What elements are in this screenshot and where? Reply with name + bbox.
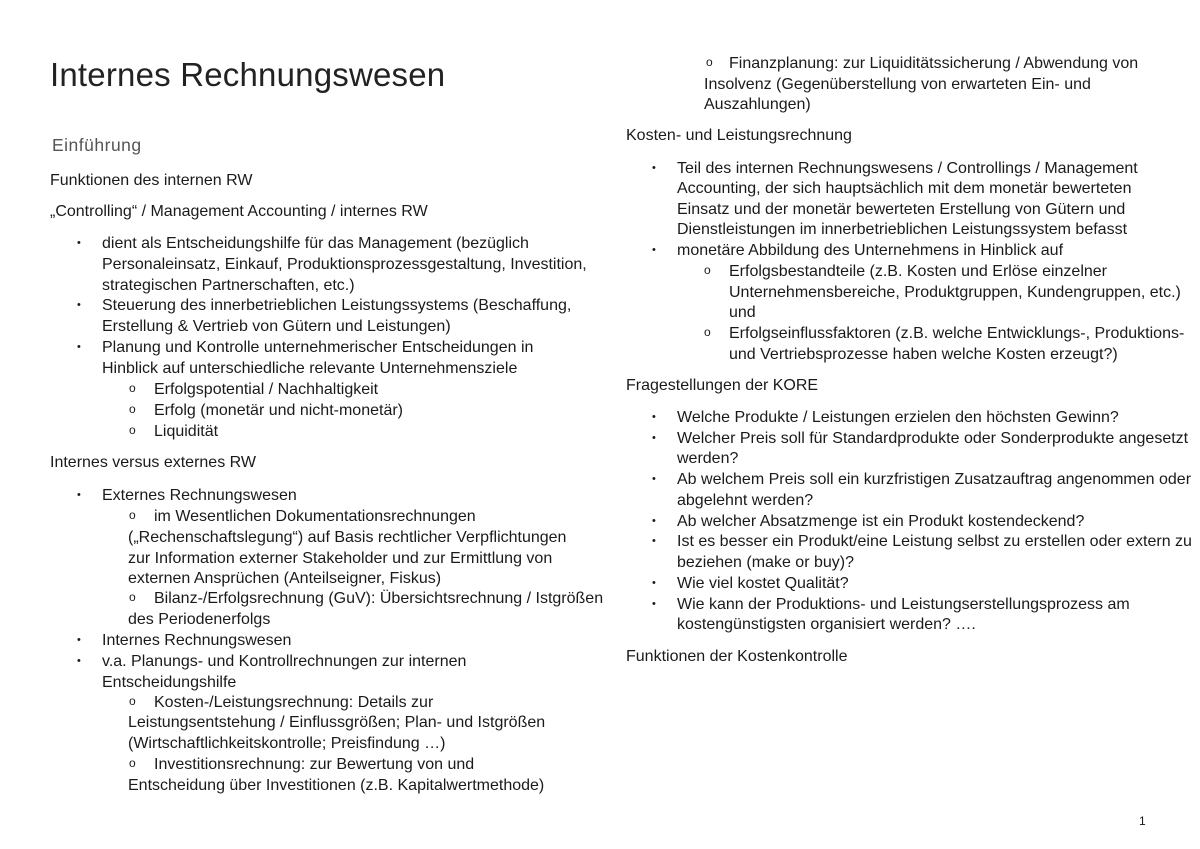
list-item: Internes Rechnungswesen bbox=[102, 632, 292, 649]
list-item: Externes Rechnungswesen bbox=[102, 487, 297, 504]
sub-list-item-cont: und bbox=[729, 304, 756, 321]
list-item-cont: werden? bbox=[677, 450, 739, 467]
circle-marker: o bbox=[129, 756, 136, 770]
sub-list-item-cont: („Rechenschaftslegung“) auf Basis rechtlicher Verpflichtungen bbox=[128, 529, 567, 546]
sub-list-item: Liquidität bbox=[154, 423, 219, 440]
list-item: Teil des internen Rechnungswesens / Controllings / Management bbox=[677, 160, 1138, 177]
list-item-cont: Accounting, der sich hauptsächlich mit dem monetär bewerteten bbox=[677, 180, 1132, 197]
circle-marker: o bbox=[129, 402, 136, 416]
sub-list-item-cont: Unternehmensbereiche, Produktgruppen, Kundengruppen, etc.) bbox=[729, 284, 1181, 301]
list-item: Steuerung des innerbetrieblichen Leistungssystems (Beschaffung, bbox=[102, 297, 572, 314]
sub-list-item: im Wesentlichen Dokumentationsrechnungen bbox=[154, 508, 476, 525]
page-number: 1 bbox=[1139, 814, 1146, 828]
bullet-marker: • bbox=[652, 411, 656, 423]
list-item-cont: kostengünstigsten organisiert werden? …. bbox=[677, 616, 976, 633]
list-item-cont: beziehen (make or buy)? bbox=[677, 554, 854, 571]
sub-list-item-cont: Auszahlungen) bbox=[704, 96, 811, 113]
list-item-cont: Hinblick auf unterschiedliche relevante Unternehmensziele bbox=[102, 360, 518, 377]
bullet-marker: • bbox=[77, 655, 81, 667]
list-item-cont: Entscheidungshilfe bbox=[102, 674, 237, 691]
list-item: v.a. Planungs- und Kontrollrechnungen zur internen bbox=[102, 653, 467, 670]
sub-list-item: Bilanz-/Erfolgsrechnung (GuV): Übersichtsrechnung / Istgrößen bbox=[154, 590, 604, 607]
bullet-marker: • bbox=[652, 535, 656, 547]
bullet-marker: • bbox=[77, 299, 81, 311]
document-title: Internes Rechnungswesen bbox=[50, 56, 446, 93]
circle-marker: o bbox=[704, 263, 711, 277]
bullet-marker: • bbox=[77, 489, 81, 501]
sub-list-item: Erfolg (monetär und nicht-monetär) bbox=[154, 402, 403, 419]
section-heading: Einführung bbox=[52, 135, 142, 155]
list-item: monetäre Abbildung des Unternehmens in Hinblick auf bbox=[677, 242, 1064, 259]
list-item-cont: Dienstleistungen im innerbetrieblichen Leistungssystem befasst bbox=[677, 221, 1128, 238]
list-item: Wie kann der Produktions- und Leistungserstellungsprozess am bbox=[677, 596, 1130, 613]
paragraph-kore-questions: Fragestellungen der KORE bbox=[626, 377, 819, 394]
bullet-marker: • bbox=[77, 634, 81, 646]
bullet-marker: • bbox=[652, 515, 656, 527]
paragraph-controlling: „Controlling“ / Management Accounting / internes RW bbox=[50, 203, 428, 220]
sub-list-item-cont: und Vertriebsprozesse haben welche Kosten erzeugt?) bbox=[729, 346, 1118, 363]
sub-list-item-cont: externen Ansprüchen (Anteilseigner, Fiskus) bbox=[128, 570, 442, 587]
sub-list-item-cont: zur Information externer Stakeholder und zur Ermittlung von bbox=[128, 550, 553, 567]
circle-marker: o bbox=[704, 325, 711, 339]
paragraph-cost-control: Funktionen der Kostenkontrolle bbox=[626, 648, 848, 665]
list-item: Wie viel kostet Qualität? bbox=[677, 575, 849, 592]
bullet-marker: • bbox=[652, 162, 656, 174]
bullet-marker: • bbox=[652, 598, 656, 610]
list-item: Ab welcher Absatzmenge ist ein Produkt kostendeckend? bbox=[677, 513, 1085, 530]
paragraph-internal-vs-external: Internes versus externes RW bbox=[50, 454, 257, 471]
sub-list-item: Erfolgseinflussfaktoren (z.B. welche Entwicklungs-, Produktions- bbox=[729, 325, 1185, 342]
circle-marker: o bbox=[129, 423, 136, 437]
circle-marker: o bbox=[129, 381, 136, 395]
sub-list-item-cont: (Wirtschaftlichkeitskontrolle; Preisfindung …) bbox=[128, 735, 446, 752]
sub-list-item-cont: Leistungsentstehung / Einflussgrößen; Plan- und Istgrößen bbox=[128, 714, 546, 731]
bullet-marker: • bbox=[652, 244, 656, 256]
list-item-cont: Personaleinsatz, Einkauf, Produktionsprozessgestaltung, Investition, bbox=[102, 256, 587, 273]
list-item-cont: Erstellung & Vertrieb von Gütern und Leistungen) bbox=[102, 318, 451, 335]
sub-list-item: Erfolgsbestandteile (z.B. Kosten und Erlöse einzelner bbox=[729, 263, 1107, 280]
circle-marker: o bbox=[129, 694, 136, 708]
sub-list-item: Erfolgspotential / Nachhaltigkeit bbox=[154, 381, 379, 398]
list-item-cont: strategischen Partnerschaften, etc.) bbox=[102, 277, 355, 294]
list-item: Ab welchem Preis soll ein kurzfristigen Zusatzauftrag angenommen oder bbox=[677, 471, 1192, 488]
sub-list-item: Investitionsrechnung: zur Bewertung von und bbox=[154, 756, 475, 773]
circle-marker: o bbox=[129, 508, 136, 522]
list-item: Planung und Kontrolle unternehmerischer Entscheidungen in bbox=[102, 339, 534, 356]
paragraph-cost-accounting: Kosten- und Leistungsrechnung bbox=[626, 127, 852, 144]
circle-marker: o bbox=[706, 55, 713, 69]
bullet-marker: • bbox=[77, 237, 81, 249]
bullet-marker: • bbox=[652, 432, 656, 444]
bullet-marker: • bbox=[652, 473, 656, 485]
list-item: dient als Entscheidungshilfe für das Management (bezüglich bbox=[102, 235, 529, 252]
paragraph-functions: Funktionen des internen RW bbox=[50, 172, 253, 189]
bullet-marker: • bbox=[652, 577, 656, 589]
circle-marker: o bbox=[129, 590, 136, 604]
bullet-marker: • bbox=[77, 341, 81, 353]
list-item: Welcher Preis soll für Standardprodukte oder Sonderprodukte angesetzt bbox=[677, 430, 1189, 447]
sub-list-item-cont: Insolvenz (Gegenüberstellung von erwarteten Ein- und bbox=[704, 76, 1091, 93]
sub-list-item-cont: des Periodenerfolgs bbox=[128, 611, 271, 628]
list-item-cont: abgelehnt werden? bbox=[677, 492, 814, 509]
sub-list-item: Finanzplanung: zur Liquiditätssicherung / Abwendung von bbox=[729, 55, 1139, 72]
list-item: Ist es besser ein Produkt/eine Leistung selbst zu erstellen oder extern zu bbox=[677, 533, 1192, 550]
list-item: Welche Produkte / Leistungen erzielen den höchsten Gewinn? bbox=[677, 409, 1119, 426]
sub-list-item: Kosten-/Leistungsrechnung: Details zur bbox=[154, 694, 434, 711]
sub-list-item-cont: Entscheidung über Investitionen (z.B. Kapitalwertmethode) bbox=[128, 777, 545, 794]
list-item-cont: Einsatz und der monetär bewerteten Erstellung von Gütern und bbox=[677, 201, 1126, 218]
